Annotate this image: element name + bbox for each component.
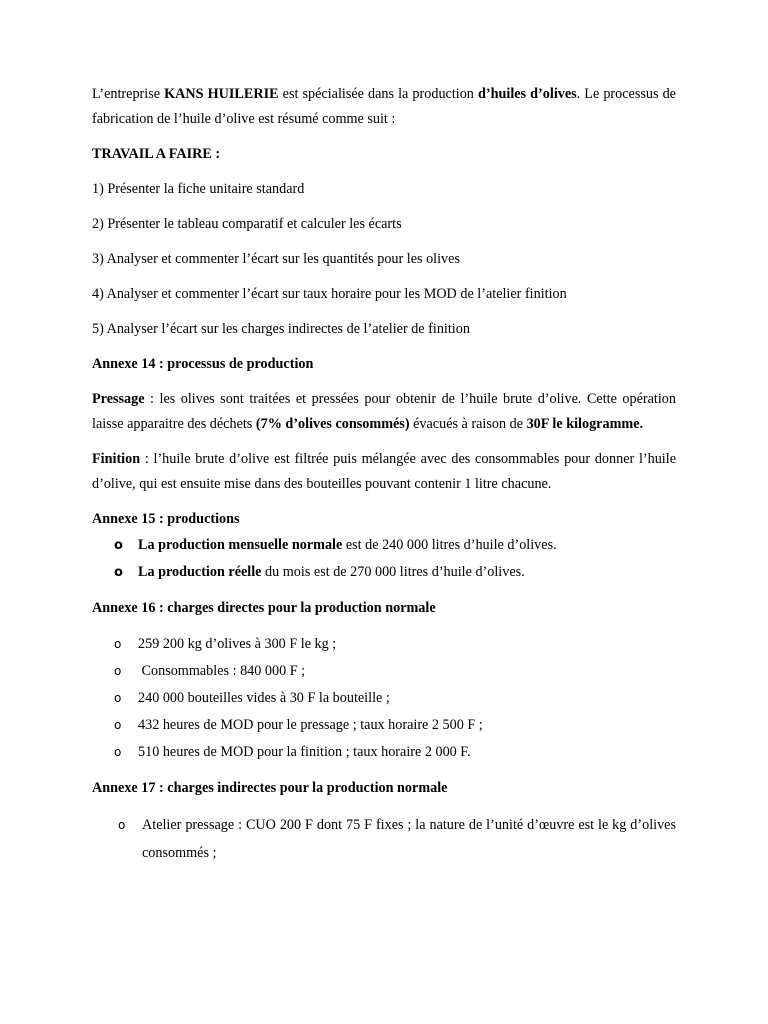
work-item-2: 2) Présenter le tableau comparatif et calculer les écarts: [92, 216, 402, 232]
product-name: d’huiles d’olives: [477, 86, 577, 102]
bullet-icon: o: [114, 565, 123, 580]
list-item-text: 259 200 kg d’olives à 300 F le kg ;: [138, 636, 337, 652]
company-name: KANS HUILERIE: [164, 86, 279, 102]
bullet-icon: o: [114, 718, 122, 732]
pressage-text-2: évacués à raison de: [409, 416, 527, 432]
work-item-1: 1) Présenter la fiche unitaire standard: [92, 181, 305, 197]
pressage-waste-rate: (7% d’olives consommés): [255, 416, 410, 432]
bullet-icon: o: [114, 637, 122, 651]
list-item-text: est de 240 000 litres d’huile d’olives.: [342, 537, 557, 553]
list-item-bold: La production mensuelle normale: [138, 537, 343, 553]
work-item-5: 5) Analyser l’écart sur les charges indirectes de l’atelier de finition: [92, 321, 470, 337]
list-item: [92, 559, 676, 586]
document-page: [92, 82, 676, 867]
finition-label: Finition: [92, 451, 141, 467]
list-item: [92, 685, 676, 712]
list-item: [92, 532, 676, 559]
intro-paragraph: [92, 82, 676, 132]
list-item-text: du mois est de 270 000 litres d’huile d’olives.: [261, 564, 525, 580]
pressage-paragraph: [92, 387, 676, 437]
list-item: [92, 658, 676, 685]
bullet-icon: o: [114, 691, 122, 705]
annexe17-list: [92, 811, 676, 867]
intro-text-mid: est spécialisée dans la production: [278, 86, 478, 102]
annexe16-title: Annexe 16 : charges directes pour la production normale: [92, 600, 436, 616]
annexe17-title: Annexe 17 : charges indirectes pour la production normale: [92, 780, 448, 796]
pressage-label: Pressage: [92, 391, 145, 407]
pressage-waste-cost: 30F le kilogramme.: [526, 416, 644, 432]
intro-text-start: L’entreprise: [92, 86, 165, 102]
work-item-4: 4) Analyser et commenter l’écart sur taux horaire pour les MOD de l’atelier finition: [92, 286, 567, 302]
list-item-text: 432 heures de MOD pour le pressage ; taux horaire 2 500 F ;: [138, 717, 483, 733]
list-item-text: Consommables : 840 000 F ;: [138, 663, 306, 679]
list-item-text: 240 000 bouteilles vides à 30 F la bouteille ;: [138, 690, 390, 706]
list-item: [92, 811, 676, 867]
list-item: [92, 631, 676, 658]
intro-text-end: . Le processus de fabrication de l’huile d’olive est résumé comme suit :: [92, 86, 676, 127]
bullet-icon: o: [118, 818, 126, 832]
finition-paragraph: [92, 447, 676, 497]
list-item: [92, 712, 676, 739]
list-item-text: 510 heures de MOD pour la finition ; taux horaire 2 000 F.: [138, 744, 471, 760]
finition-text: : l’huile brute d’olive est filtrée puis mélangée avec des consommables pour donner l’huile d’olive, qui est ensuite mise dans des bouteilles pouvant contenir 1 litre chacune.: [92, 451, 676, 492]
annexe15-title: Annexe 15 : productions: [92, 511, 240, 527]
bullet-icon: o: [114, 538, 123, 553]
bullet-icon: o: [114, 664, 122, 678]
list-item-bold: La production réelle: [138, 564, 262, 580]
work-item-3: 3) Analyser et commenter l’écart sur les quantités pour les olives: [92, 251, 460, 267]
work-title: TRAVAIL A FAIRE :: [92, 146, 221, 162]
annexe15-list: [92, 532, 676, 586]
pressage-text-1: : les olives sont traitées et pressées pour obtenir de l’huile brute d’olive. Cette opération laisse apparaitre des déchets: [92, 391, 676, 432]
list-item: [92, 739, 676, 766]
annexe16-list: [92, 631, 676, 766]
list-item-text: Atelier pressage : CUO 200 F dont 75 F fixes ; la nature de l’unité d’œuvre est le kg d’olives consommés ;: [142, 817, 676, 861]
annexe14-title: Annexe 14 : processus de production: [92, 356, 314, 372]
bullet-icon: o: [114, 745, 122, 759]
